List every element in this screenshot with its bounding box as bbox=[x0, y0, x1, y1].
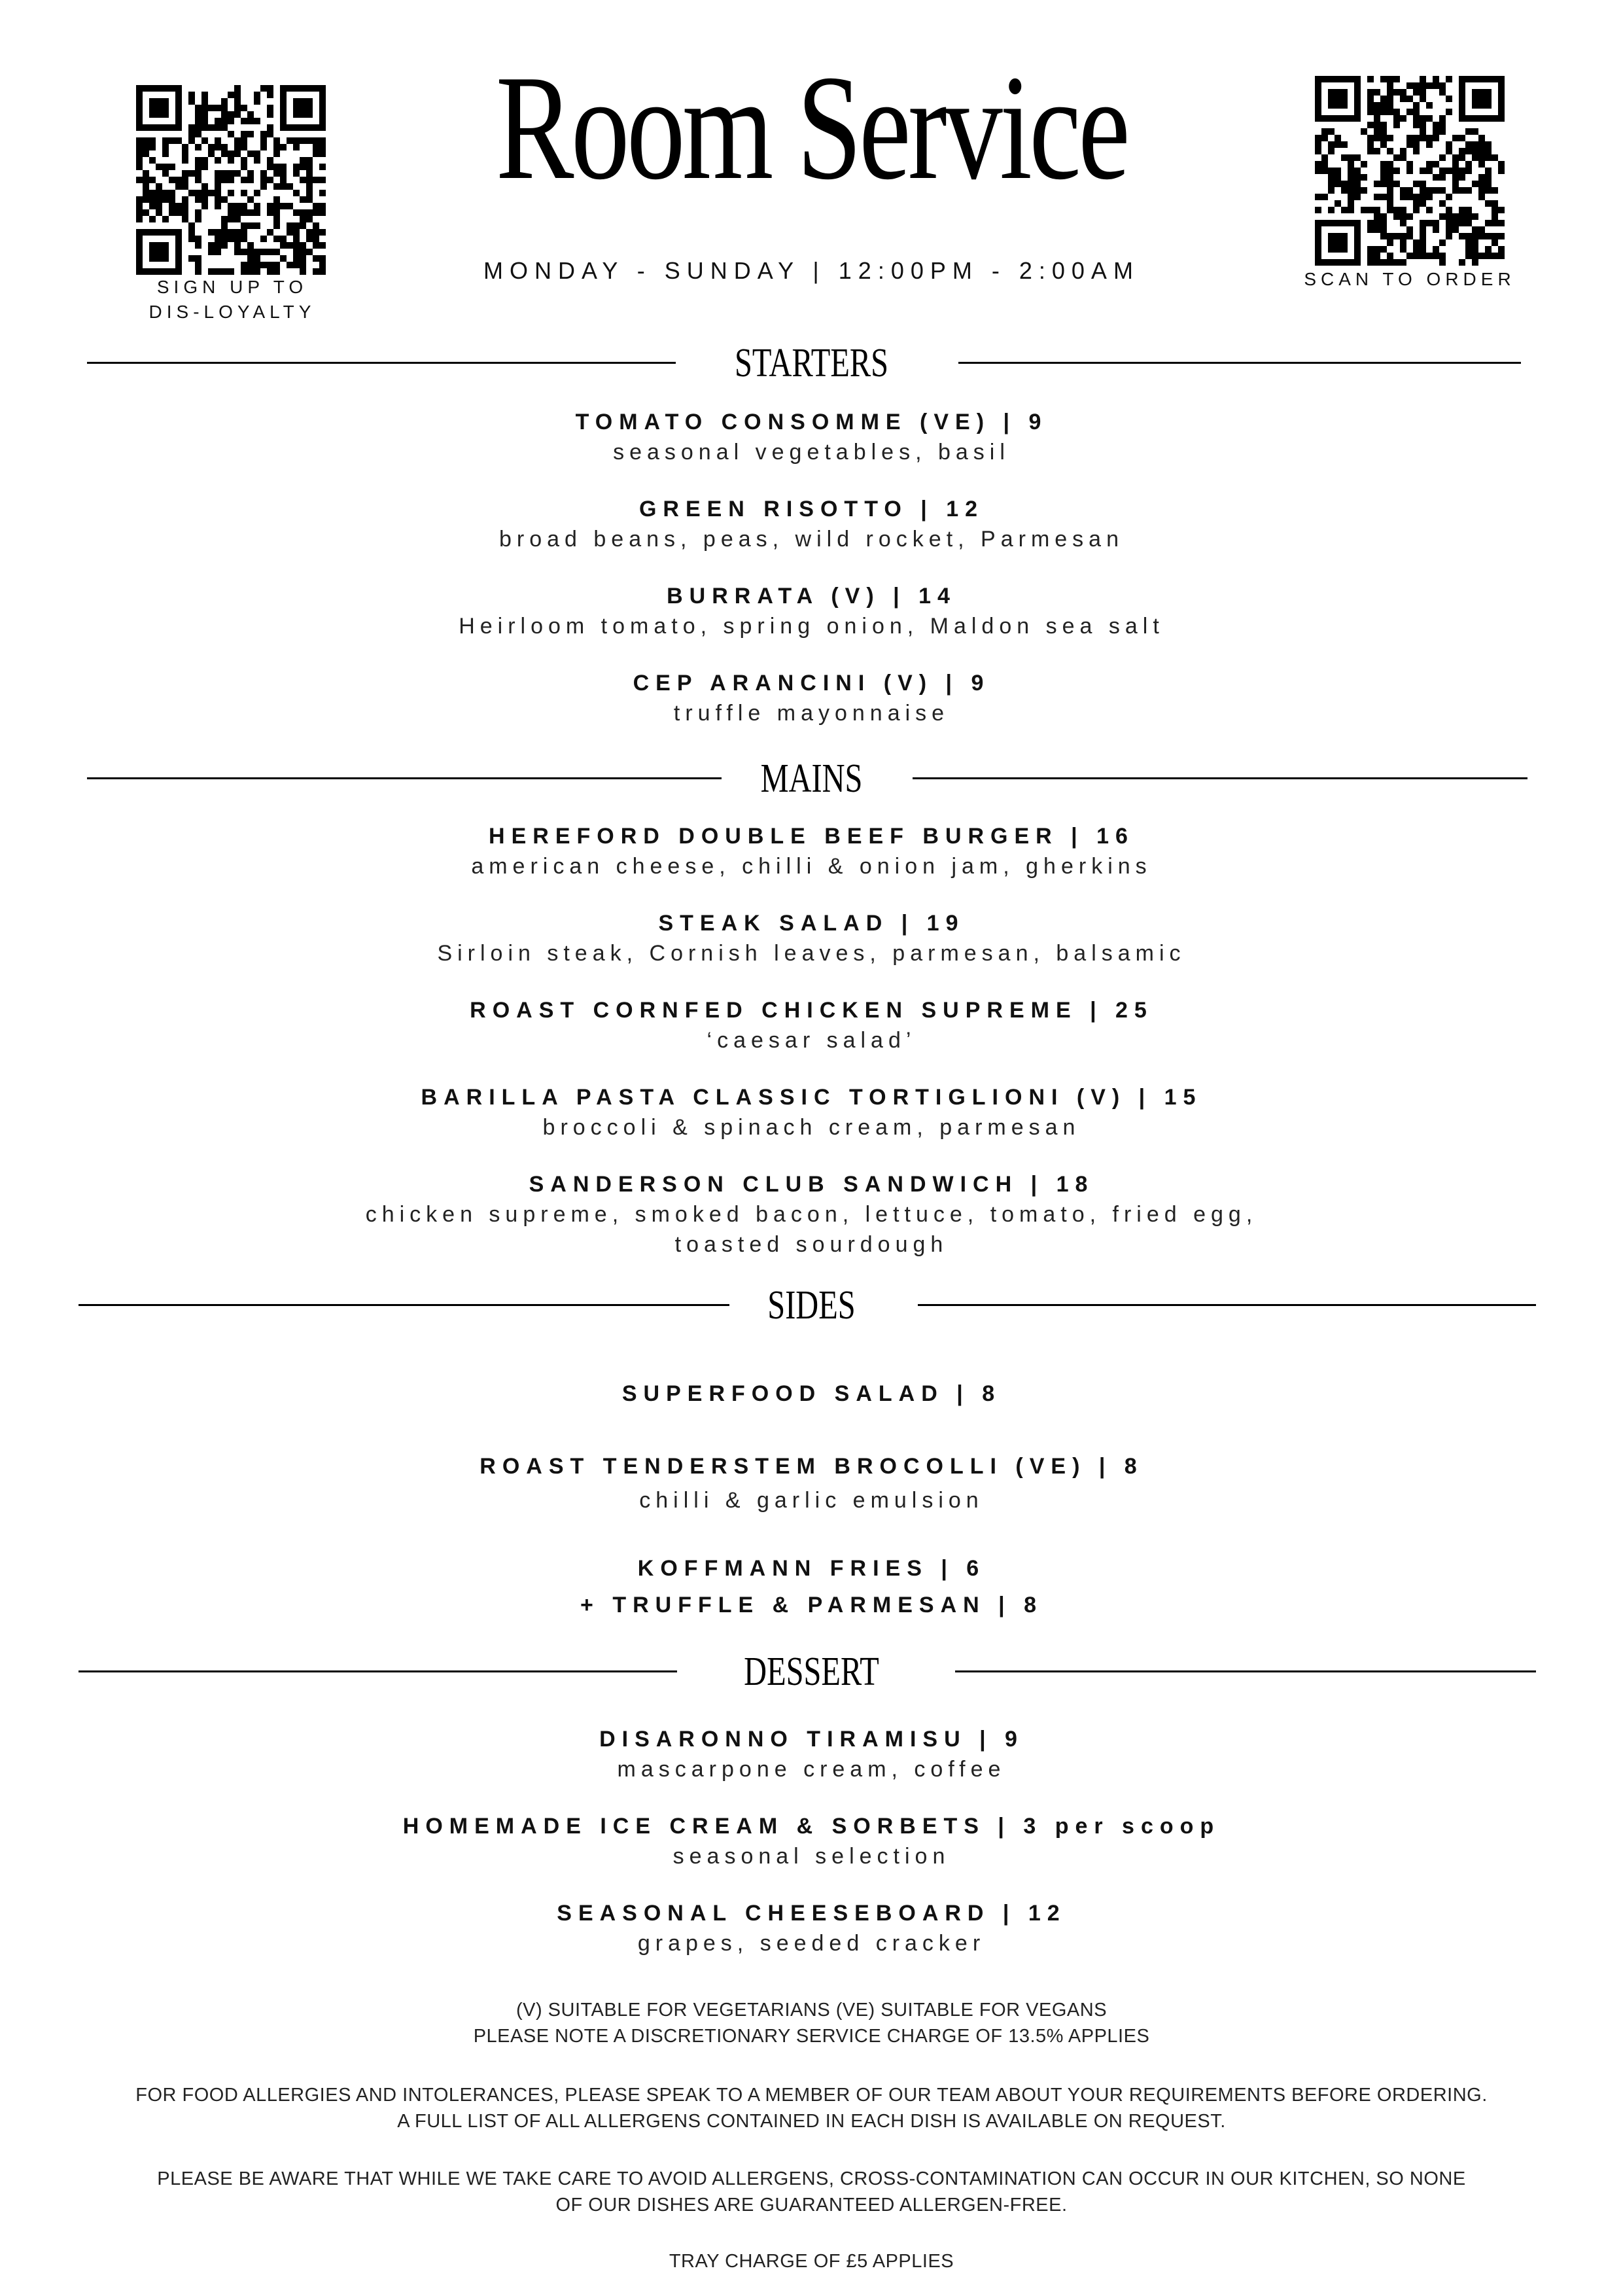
qr-code-icon[interactable] bbox=[136, 85, 326, 275]
dietary-note: (V) SUITABLE FOR VEGETARIANS (VE) SUITABLE FOR VEGANS bbox=[515, 2000, 1108, 2021]
item-description: american cheese, chilli & onion jam, gherkins bbox=[471, 854, 1152, 879]
section-label: MAINS bbox=[760, 756, 863, 801]
loyalty-caption-line: SIGN UP TO bbox=[156, 277, 308, 297]
section-heading-mains bbox=[0, 752, 1623, 805]
qr-code-icon[interactable] bbox=[1315, 76, 1505, 266]
section-label: STARTERS bbox=[734, 341, 889, 385]
section-heading-sides bbox=[0, 1279, 1623, 1332]
item-name: BURRATA (V) | 14 bbox=[667, 584, 956, 609]
menu-item bbox=[0, 1898, 1623, 1958]
contamination-note: OF OUR DISHES ARE GUARANTEED ALLERGEN-FREE. bbox=[555, 2195, 1068, 2216]
item-description: seasonal selection bbox=[672, 1844, 951, 1869]
item-name: TOMATO CONSOMME (VE) | 9 bbox=[575, 410, 1048, 434]
loyalty-qr-caption bbox=[98, 275, 366, 325]
menu-item bbox=[0, 407, 1623, 467]
menu-item bbox=[0, 494, 1623, 554]
item-description: chilli & garlic emulsion bbox=[639, 1488, 984, 1513]
menu-item bbox=[0, 1379, 1623, 1409]
menu-item bbox=[0, 995, 1623, 1055]
item-description: Sirloin steak, Cornish leaves, parmesan, balsamic bbox=[437, 941, 1186, 966]
section-label: SIDES bbox=[767, 1283, 856, 1328]
item-description: ‘caesar salad’ bbox=[707, 1028, 916, 1053]
item-name: STEAK SALAD | 19 bbox=[658, 911, 965, 936]
item-name: ROAST CORNFED CHICKEN SUPREME | 25 bbox=[470, 998, 1153, 1023]
order-qr-caption: SCAN TO ORDER bbox=[1304, 269, 1516, 289]
service-charge-note: PLEASE NOTE A DISCRETIONARY SERVICE CHARGE OF 13.5% APPLIES bbox=[473, 2026, 1150, 2047]
section-heading-starters bbox=[0, 337, 1623, 389]
item-description: mascarpone cream, coffee bbox=[617, 1757, 1006, 1782]
contamination-note: PLEASE BE AWARE THAT WHILE WE TAKE CARE TO AVOID ALLERGENS, CROSS-CONTAMINATION CAN OCCUR IN OUR KITCHEN, SO NONE bbox=[157, 2168, 1466, 2189]
item-name: SUPERFOOD SALAD | 8 bbox=[621, 1381, 1002, 1406]
item-description: broccoli & spinach cream, parmesan bbox=[542, 1115, 1081, 1140]
item-name: HEREFORD DOUBLE BEEF BURGER | 16 bbox=[489, 824, 1134, 849]
item-description: truffle mayonnaise bbox=[673, 701, 950, 726]
menu-item bbox=[0, 1811, 1623, 1871]
item-description: chicken supreme, smoked bacon, lettuce, tomato, fried egg, bbox=[365, 1202, 1258, 1227]
menu-item bbox=[0, 1451, 1623, 1515]
item-name: DISARONNO TIRAMISU | 9 bbox=[599, 1727, 1024, 1752]
menu-item bbox=[0, 1082, 1623, 1142]
page-title: Room Service bbox=[495, 44, 1128, 211]
item-description: Heirloom tomato, spring onion, Maldon sea salt bbox=[459, 614, 1164, 639]
item-name: ROAST TENDERSTEM BROCOLLI (VE) | 8 bbox=[480, 1454, 1143, 1479]
tray-charge-note: TRAY CHARGE OF £5 APPLIES bbox=[669, 2251, 954, 2272]
item-description: grapes, seeded cracker bbox=[637, 1931, 986, 1956]
allergy-note: FOR FOOD ALLERGIES AND INTOLERANCES, PLEASE SPEAK TO A MEMBER OF OUR TEAM ABOUT YOUR REQUIREMENTS BEFORE ORDERING. bbox=[135, 2085, 1488, 2106]
menu-item bbox=[0, 1724, 1623, 1784]
menu-item bbox=[0, 1169, 1623, 1260]
section-label: DESSERT bbox=[744, 1650, 879, 1694]
item-name: SEASONAL CHEESEBOARD | 12 bbox=[557, 1901, 1066, 1926]
allergy-note: A FULL LIST OF ALL ALLERGENS CONTAINED IN EACH DISH IS AVAILABLE ON REQUEST. bbox=[397, 2111, 1226, 2132]
item-description: toasted sourdough bbox=[674, 1232, 949, 1257]
item-name: KOFFMANN FRIES | 6 bbox=[637, 1556, 986, 1581]
item-description: broad beans, peas, wild rocket, Parmesan bbox=[498, 527, 1124, 552]
item-name: BARILLA PASTA CLASSIC TORTIGLIONI (V) | 15 bbox=[421, 1085, 1202, 1110]
item-name: SANDERSON CLUB SANDWICH | 18 bbox=[529, 1172, 1094, 1197]
loyalty-caption-line: DIS-LOYALTY bbox=[148, 302, 316, 322]
menu-item bbox=[0, 821, 1623, 881]
menu-item bbox=[0, 908, 1623, 968]
menu-item bbox=[0, 1553, 1623, 1620]
item-name-extra: + TRUFFLE & PARMESAN | 8 bbox=[580, 1593, 1043, 1617]
opening-hours: MONDAY - SUNDAY | 12:00PM - 2:00AM bbox=[483, 257, 1140, 284]
item-name: CEP ARANCINI (V) | 9 bbox=[633, 671, 990, 696]
section-heading-dessert bbox=[0, 1646, 1623, 1698]
item-description: seasonal vegetables, basil bbox=[613, 440, 1010, 465]
menu-item bbox=[0, 581, 1623, 641]
item-name: GREEN RISOTTO | 12 bbox=[638, 497, 985, 521]
item-name: HOMEMADE ICE CREAM & SORBETS | 3 per scoop bbox=[402, 1814, 1221, 1839]
menu-item bbox=[0, 668, 1623, 728]
